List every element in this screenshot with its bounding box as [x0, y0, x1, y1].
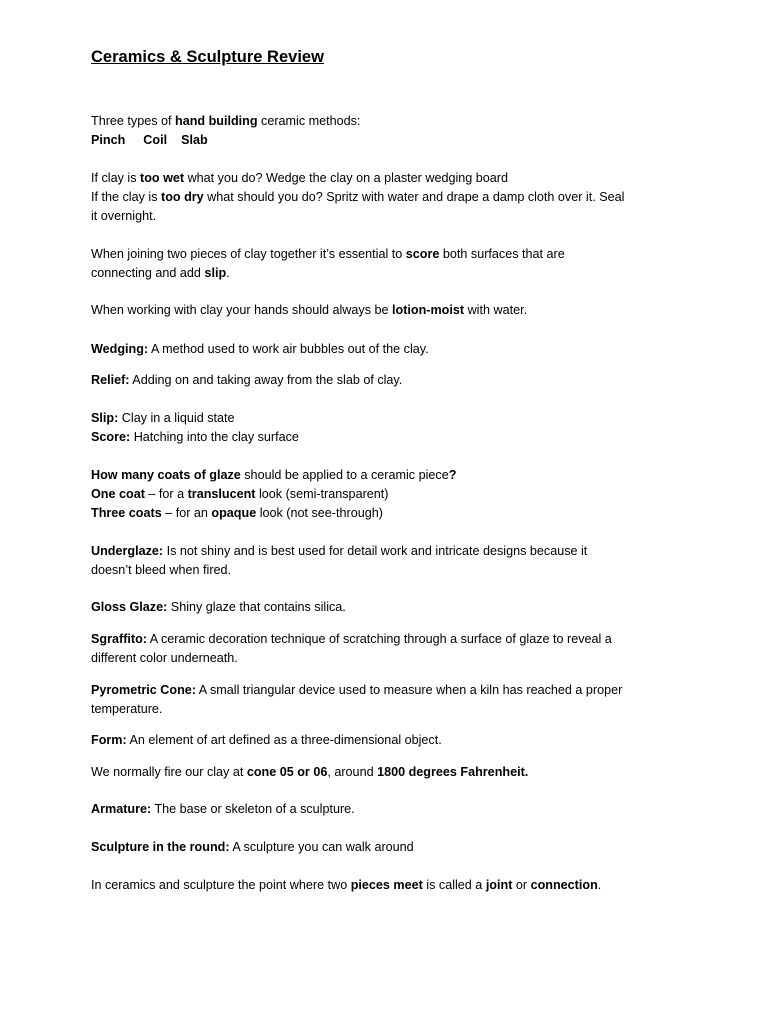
page-title: Ceramics & Sculpture Review — [91, 48, 324, 66]
hand-building-intro: Three types of hand building ceramic methods: — [91, 114, 361, 128]
def-form: Form: An element of art defined as a three-dimensional object. — [91, 733, 442, 747]
method-pinch: Pinch — [91, 133, 126, 147]
def-relief: Relief: Adding on and taking away from the slab of clay. — [91, 373, 403, 387]
def-sgraffito-cont: different color underneath. — [91, 651, 238, 665]
hand-building-methods — [91, 131, 208, 150]
def-armature: Armature: The base or skeleton of a sculpture. — [91, 802, 355, 816]
def-pyrometric-cone: Pyrometric Cone: A small triangular device used to measure when a kiln has reached a proper — [91, 683, 623, 697]
def-underglaze-cont: doesn’t bleed when fired. — [91, 563, 232, 577]
glaze-three-coats: Three coats – for an opaque look (not see-through) — [91, 506, 383, 520]
def-underglaze: Underglaze: Is not shiny and is best used for detail work and intricate designs because it — [91, 544, 588, 558]
too-wet-line: If clay is too wet what you do? Wedge the clay on a plaster wedging board — [91, 171, 508, 185]
def-score: Score: Hatching into the clay surface — [91, 430, 299, 444]
joint-line: In ceramics and sculpture the point where two pieces meet is called a joint or connection. — [91, 878, 602, 892]
firing-line: We normally fire our clay at cone 05 or 06, around 1800 degrees Fahrenheit. — [91, 765, 529, 779]
method-coil: Coil — [143, 133, 168, 147]
def-wedging: Wedging: A method used to work air bubbles out of the clay. — [91, 342, 429, 356]
glaze-one-coat: One coat – for a translucent look (semi-transparent) — [91, 487, 389, 501]
joining-line-cont: connecting and add slip. — [91, 266, 230, 280]
method-slab: Slab — [181, 133, 208, 147]
def-sculpture-in-the-round: Sculpture in the round: A sculpture you can walk around — [91, 840, 414, 854]
joining-line: When joining two pieces of clay together it’s essential to score both surfaces that are — [91, 247, 565, 261]
def-slip: Slip: Clay in a liquid state — [91, 411, 235, 425]
def-gloss-glaze: Gloss Glaze: Shiny glaze that contains silica. — [91, 600, 346, 614]
def-pyrometric-cone-cont: temperature. — [91, 702, 163, 716]
glaze-coats-question: How many coats of glaze should be applied to a ceramic piece? — [91, 468, 457, 482]
too-dry-line-cont: it overnight. — [91, 209, 157, 223]
too-dry-line: If the clay is too dry what should you do? Spritz with water and drape a damp cloth over it. Seal — [91, 190, 625, 204]
hands-line: When working with clay your hands should always be lotion-moist with water. — [91, 303, 528, 317]
def-sgraffito: Sgraffito: A ceramic decoration technique of scratching through a surface of glaze to reveal a — [91, 632, 612, 646]
